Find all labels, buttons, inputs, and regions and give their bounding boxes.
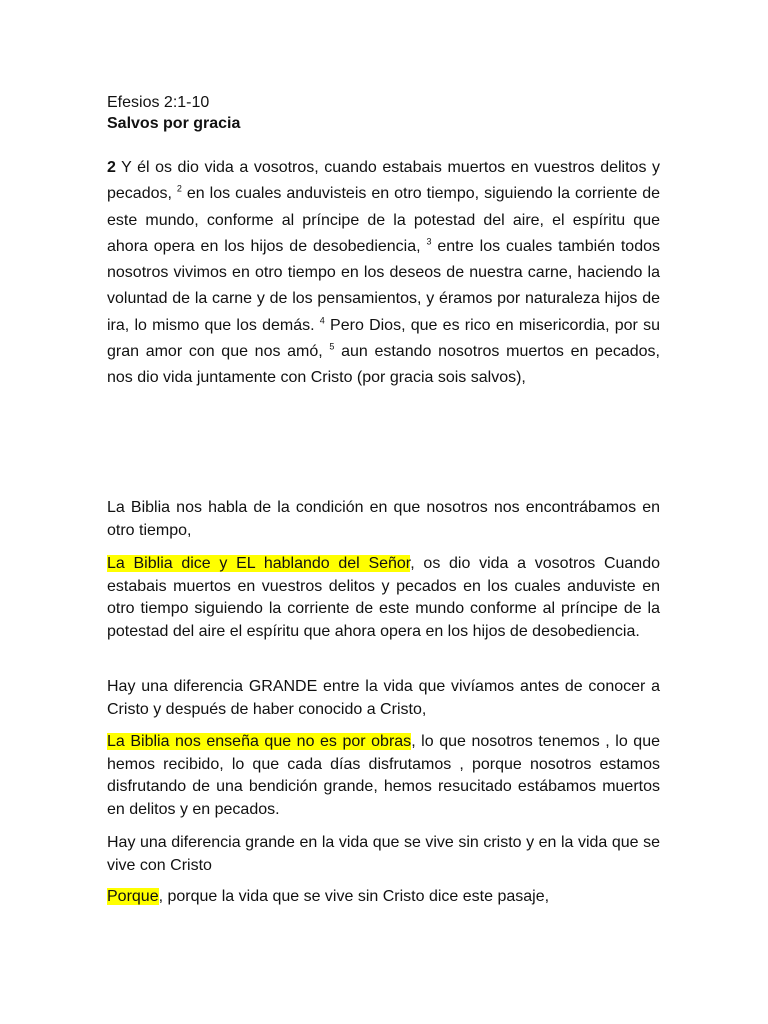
- body-paragraph: [107, 553, 660, 643]
- paragraph-text: , porque la vida que se vive sin Cristo dice este pasaje,: [158, 888, 550, 905]
- highlighted-text: La Biblia dice y EL hablando del Señor: [107, 555, 411, 572]
- verse-text: en los cuales anduvisteis en otro tiempo, siguiendo la corriente de este mundo, conforme al príncipe de la potestad del aire, el espíritu que ahora opera en los hijos de desobediencia,: [107, 185, 661, 255]
- body-paragraph: [107, 886, 660, 909]
- verse-number: 2: [107, 159, 116, 176]
- verse-text: aun estando nosotros muertos en pecados, nos dio vida juntamente con Cristo (por gracia sois salvos),: [107, 343, 660, 387]
- verse-number: 3: [426, 236, 432, 247]
- verse-text: Pero Dios, que es rico en misericordia, por su gran amor con que nos amó,: [107, 316, 661, 361]
- body-paragraph: Hay una diferencia GRANDE entre la vida que vivíamos antes de conocer a Cristo y después de haber conocido a Cristo,: [107, 678, 660, 718]
- paragraph-text: , lo que nosotros tenemos , lo que hemos recibido, lo que cada días disfrutamos , porque nosotros estamos disfrutando de una bendición grande, hemos resucitado estábamos muertos en delitos y en pecados.: [107, 733, 660, 818]
- verse-number: 5: [329, 341, 335, 352]
- highlighted-text: La Biblia nos enseña que no es por obras: [107, 733, 412, 750]
- paragraph-text: , os dio vida a vosotros Cuando estabais muertos en vuestros delitos y pecados en los cuales anduviste en otro tiempo siguiendo la corriente de este mundo conforme al príncipe de la potestad del aire el espíritu que ahora opera en los hijos de desobediencia.: [107, 555, 660, 640]
- verse-number: 2: [176, 183, 182, 194]
- verse-text: Y él os dio vida a vosotros, cuando estabais muertos en vuestros delitos y pecados,: [107, 159, 660, 203]
- body-paragraph: Hay una diferencia grande en la vida que se vive sin cristo y en la vida que se vive con Cristo: [107, 834, 660, 874]
- highlighted-text: Porque: [107, 888, 159, 905]
- scripture-reference: Efesios 2:1-10: [107, 94, 210, 111]
- body-paragraph: [107, 731, 660, 821]
- verse-number: 4: [319, 315, 325, 326]
- body-paragraph: La Biblia nos habla de la condición en que nosotros nos encontrábamos en otro tiempo,: [107, 499, 660, 539]
- verse-text: entre los cuales también todos nosotros vivimos en otro tiempo en los deseos de nuestra carne, haciendo la voluntad de la carne y de los pensamientos, y éramos por naturaleza hijos de ira, lo mismo que los demás.: [107, 237, 660, 334]
- section-title: Salvos por gracia: [107, 115, 241, 132]
- scripture-passage: [107, 155, 660, 392]
